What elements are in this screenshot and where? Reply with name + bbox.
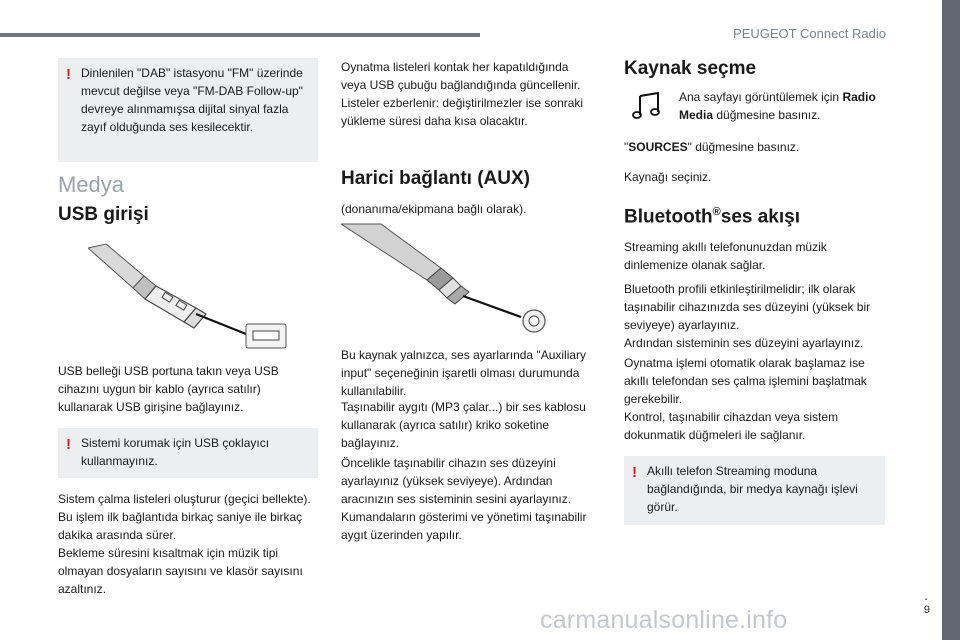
bt-text-3	[624, 354, 884, 444]
exclamation-icon: !	[66, 66, 71, 83]
aux-equipment-note: (donanıma/ekipmana bağlı olarak).	[341, 202, 527, 216]
warning-box-streaming	[624, 456, 885, 525]
bt-text-2a: Bluetooth profili etkinleştirilmelidir; ilk olarak taşınabilir cihazınızda ses düzeyini (yüksek bir seviyeye) ayarlayınız.	[624, 282, 871, 332]
page-number: 9	[923, 604, 930, 616]
aux-socket-icon	[523, 310, 545, 332]
warning-text: Dinlenilen "DAB" istasyonu "FM" üzerinde mevcut değilse veya "FM-DAB Follow-up" devreye alınmamışsa dijital sinyal fazla zayıf olduğunda ses kesilecektir.	[81, 66, 303, 134]
aux-text-1: Bu kaynak yalnızca, ses ayarlarında "Auxiliary input" seçeneğinin işaretli olması durumunda kullanılabilir.	[341, 348, 587, 398]
sources-rest: " düğmesine basınız.	[687, 140, 800, 154]
usb-instructions: USB belleği USB portuna takın veya USB cihazını uygun bir kablo (ayrıca satılır) kullanarak USB girişine bağlayınız.	[58, 364, 279, 414]
radio-media-label: Radio Media	[679, 90, 876, 122]
exclamation-icon: !	[66, 436, 71, 453]
source-step-pre: Ana sayfayı görüntülemek için	[679, 90, 840, 104]
music-note-icon	[632, 92, 662, 120]
side-tab-bar	[942, 0, 960, 640]
usb-cable	[88, 244, 156, 299]
heading-source-select: Kaynak seçme	[624, 58, 757, 79]
usb-plug-illustration	[88, 238, 298, 350]
bt-heading-1: Bluetooth	[624, 206, 713, 228]
page-dot: .	[924, 587, 928, 603]
exclamation-icon: !	[632, 464, 637, 481]
bt-text-2b: Ardından sisteminin ses düzeyini ayarlayınız.	[624, 336, 864, 350]
page-header-title: PEUGEOT Connect Radio	[733, 26, 886, 41]
sources-instruction	[624, 138, 884, 156]
registered-mark: ®	[712, 206, 721, 218]
warning-box-hub	[58, 428, 318, 478]
bt-heading-2: ses akışı	[720, 206, 801, 228]
source-step-post: düğmesine basınız.	[716, 108, 821, 122]
watermark: carmanualsonline.info	[540, 606, 788, 634]
playlist-text-2: Bekleme süresini kısaltmak için müzik tipi olmayan dosyaların sayısını ve klasör sayısını azaltınız.	[58, 546, 303, 596]
pointer-line	[463, 296, 521, 317]
playlist-text	[58, 490, 326, 598]
playlist-update-text: Oynatma listeleri kontak her kapatıldığında veya USB çubuğu bağlandığında güncellenir. Listeler ezberlenir: değiştirilmezler ise sonraki yükleme süresi daha kısa olacaktır.	[341, 60, 584, 128]
pointer-line	[196, 314, 246, 334]
aux-text-3: Öncelikle taşınabilir cihazın ses düzeyini ayarlayınız (yüksek seviyeye). Ardından aracınızın ses sisteminin sesini ayarlayınız. Kumandaların gösterimi ve yönetimi taşınabilir aygıt üzerinden yapılır.	[341, 456, 587, 542]
header-rule	[0, 33, 480, 37]
jack-plug	[341, 224, 469, 304]
sources-label: SOURCES	[628, 140, 688, 154]
choose-source-text: Kaynağı seçiniz.	[624, 170, 712, 184]
usb-port-icon	[246, 324, 286, 348]
warning-box-dab	[58, 58, 318, 162]
aux-jack-illustration	[341, 222, 551, 340]
heading-usb: USB girişi	[58, 204, 149, 225]
heading-aux: Harici bağlantı (AUX)	[341, 168, 530, 189]
source-step-text	[679, 88, 879, 124]
bt-text-2	[624, 280, 884, 352]
warning-text: Akıllı telefon Streaming moduna bağlandığında, bir medya kaynağı işlevi görür.	[647, 464, 858, 514]
sources-quote: "	[624, 140, 629, 154]
section-title-media: Medya	[58, 172, 125, 197]
bt-text-3b: Kontrol, taşınabilir cihazdan veya sistem dokunmatik düğmeleri ile sağlanır.	[624, 410, 839, 442]
playlist-text-1: Sistem çalma listeleri oluşturur (geçici bellekte). Bu işlem ilk bağlantıda birkaç saniye ile birkaç dakika arasında sürer.	[58, 492, 311, 542]
warning-text: Sistemi korumak için USB çoklayıcı kullanmayınız.	[81, 436, 270, 468]
bt-text-1: Streaming akıllı telefonunuzdan müzik dinlemenize olanak sağlar.	[624, 240, 827, 272]
heading-bluetooth-streaming	[624, 206, 800, 228]
aux-text-2: Taşınabilir aygıtı (MP3 çalar...) bir ses kablosu kullanarak (ayrıca satılır) kriko soketine bağlayınız.	[341, 400, 586, 450]
bt-text-3a: Oynatma işlemi otomatik olarak başlamaz ise akıllı telefondan ses çalma işlemini başlatmak gerekebilir.	[624, 356, 867, 406]
usb-connector	[145, 286, 206, 328]
